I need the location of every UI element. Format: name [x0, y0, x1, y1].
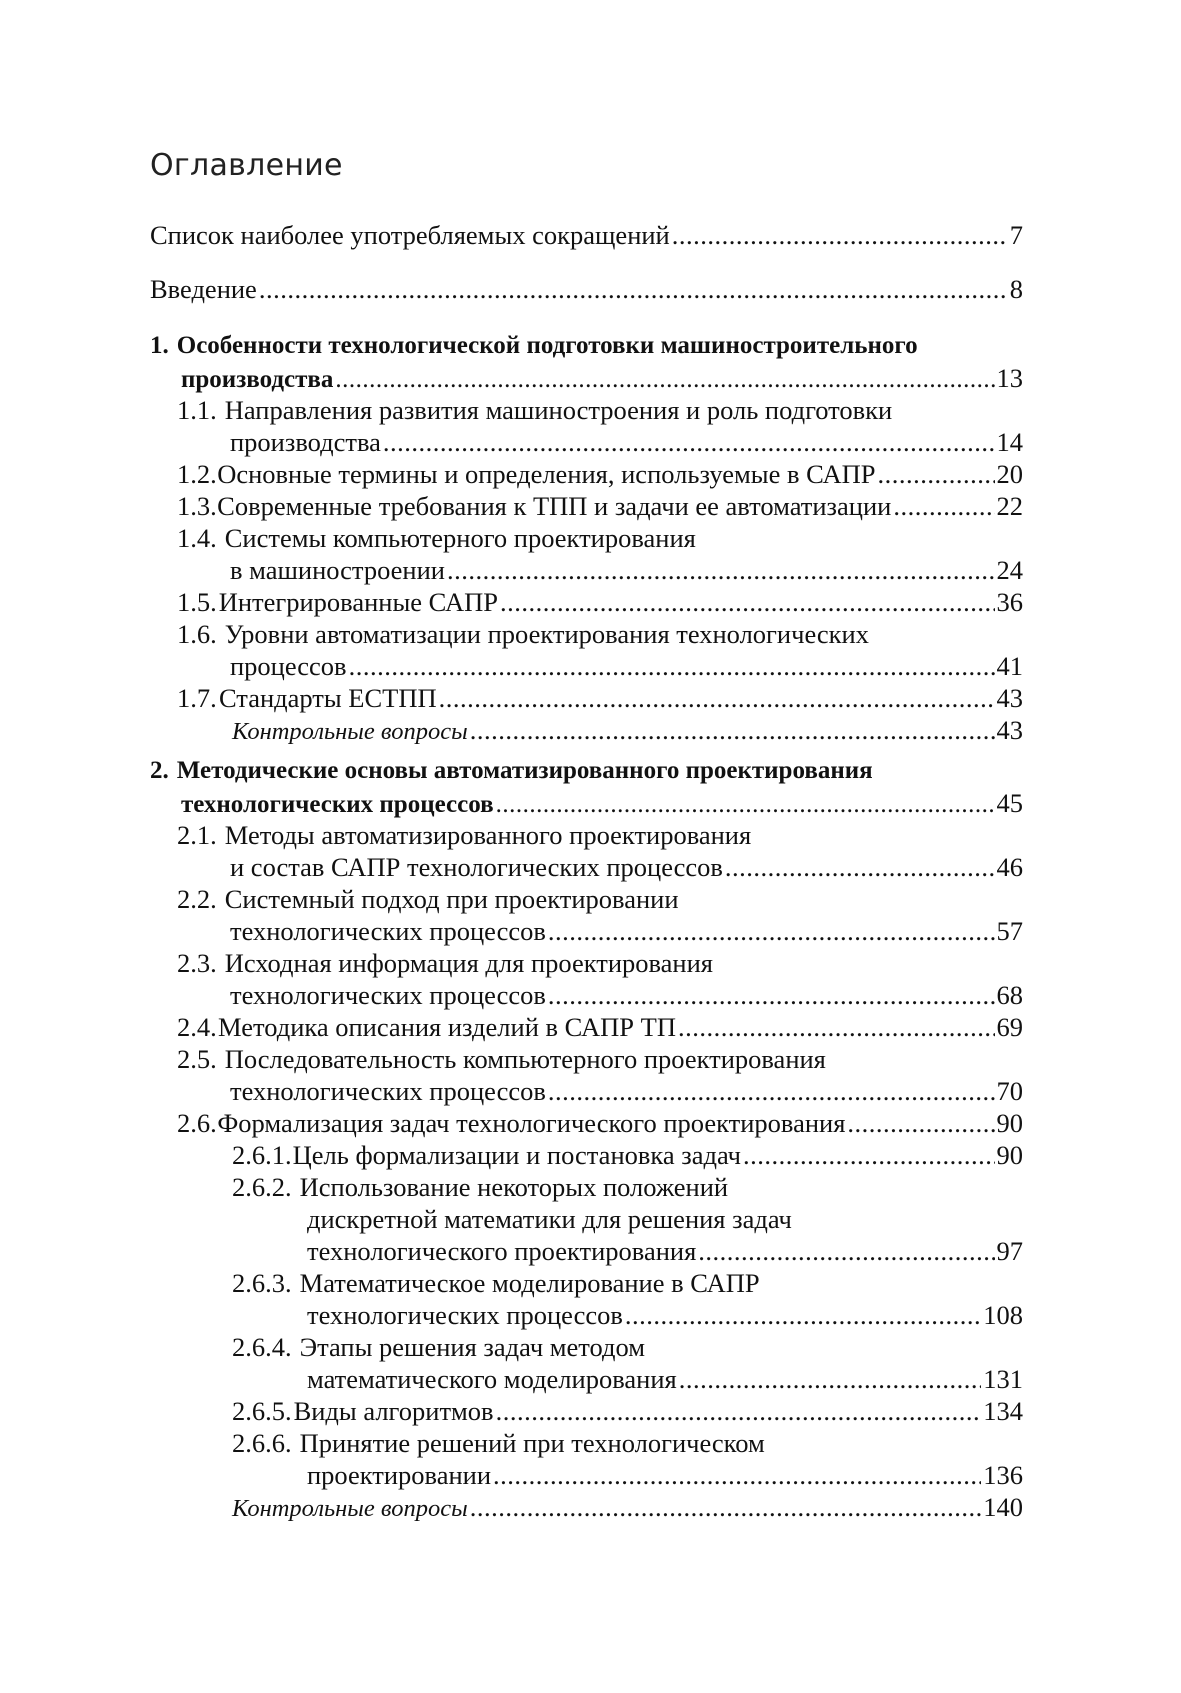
section-title: Основные термины и определения, используемые в САПР [217, 459, 876, 489]
toc-entry-title: Список наиболее употребляемых сокращений [150, 220, 670, 250]
subsection-title-line2: проектировании [307, 1460, 492, 1490]
subsection-title-line2: технологических процессов [307, 1300, 623, 1330]
section-title: Методика описания изделий в САПР ТП [218, 1012, 676, 1042]
page-number: 97 [996, 1236, 1023, 1266]
toc-section-1-3[interactable] [177, 490, 1023, 522]
page-number: 57 [996, 916, 1023, 946]
toc-subsection-2-6-4[interactable] [232, 1331, 645, 1363]
page-number: 22 [996, 491, 1023, 521]
toc-subsection-2-6-5[interactable] [232, 1395, 1023, 1427]
page-number: 46 [996, 852, 1023, 882]
toc-chapter-2-cont[interactable] [181, 787, 1023, 819]
section-number: 1.2. [177, 459, 217, 489]
section-title: Стандарты ЕСТПП [218, 683, 437, 713]
section-number: 2.1. [177, 820, 217, 850]
page-title: Оглавление [150, 148, 343, 183]
section-title-line1: Направления развития машиностроения и роль подготовки [224, 395, 893, 425]
control-questions-title: Контрольные вопросы [232, 718, 468, 745]
toc-subsection-2-6-6[interactable] [232, 1427, 765, 1459]
page-number: 134 [983, 1396, 1023, 1426]
subsection-title: Виды алгоритмов [293, 1396, 494, 1426]
subsection-title-line2: математического моделирования [307, 1364, 677, 1394]
dot-leader [500, 586, 994, 618]
toc-section-2-5[interactable] [177, 1043, 826, 1075]
section-number: 1.1. [177, 395, 217, 425]
subsection-number: 2.6.6. [232, 1428, 292, 1458]
dot-leader [496, 789, 995, 821]
dot-leader [439, 682, 995, 714]
dot-leader [743, 1139, 995, 1171]
page-number: 140 [983, 1492, 1023, 1522]
section-title: Формализация задач технологического проектирования [217, 1108, 846, 1138]
toc-subsection-2-6-4-cont[interactable] [307, 1363, 1023, 1395]
chapter-number: 2. [150, 757, 169, 784]
chapter-title-line2: производства [181, 366, 334, 393]
page-number: 14 [996, 427, 1023, 457]
dot-leader [496, 1395, 982, 1427]
page-number: 20 [996, 459, 1023, 489]
toc-chapter-1-cont[interactable] [181, 362, 1023, 394]
page-number: 24 [996, 555, 1023, 585]
subsection-number: 2.6.3. [232, 1268, 292, 1298]
section-number: 2.6. [177, 1108, 217, 1138]
dot-leader [470, 714, 995, 746]
toc-section-2-6[interactable] [177, 1107, 1023, 1139]
section-title-line2: процессов [230, 651, 347, 681]
dot-leader [847, 1107, 994, 1139]
subsection-title: Цель формализации и постановка задач [292, 1140, 741, 1170]
dot-leader [678, 1011, 995, 1043]
toc-subsection-2-6-2[interactable] [232, 1171, 728, 1203]
section-number: 2.2. [177, 884, 217, 914]
section-title-line2: технологических процессов [230, 980, 546, 1010]
page-number: 68 [996, 980, 1023, 1010]
toc-section-1-6[interactable] [177, 618, 869, 650]
section-title-line1: Методы автоматизированного проектирования [224, 820, 752, 850]
dot-leader [548, 915, 995, 947]
page-number: 108 [983, 1300, 1023, 1330]
toc-subsection-2-6-2-cont[interactable] [307, 1235, 1023, 1267]
page-number: 43 [996, 683, 1023, 713]
dot-leader [679, 1363, 982, 1395]
dot-leader [470, 1491, 982, 1523]
toc-section-2-1-cont[interactable] [230, 851, 1023, 883]
dot-leader [349, 650, 995, 682]
dot-leader [383, 426, 995, 458]
toc-entry-title: Введение [150, 274, 257, 304]
dot-leader [335, 364, 994, 396]
section-title-line2: производства [230, 427, 381, 457]
toc-section-1-6-cont[interactable] [230, 650, 1023, 682]
section-title-line1: Уровни автоматизации проектирования технологических [224, 619, 869, 649]
chapter-title-line1: Методические основы автоматизированного проектирования [176, 757, 873, 784]
toc-section-1-1-cont[interactable] [230, 426, 1023, 458]
toc-section-2-3-cont[interactable] [230, 979, 1023, 1011]
toc-section-2-2[interactable] [177, 883, 679, 915]
dot-leader [447, 554, 995, 586]
toc-entry-abbreviations[interactable] [150, 219, 1023, 251]
subsection-title-line3: технологического проектирования [307, 1236, 697, 1266]
section-number: 2.3. [177, 948, 217, 978]
section-title-line2: в машиностроении [230, 555, 445, 585]
page-number: 90 [996, 1140, 1023, 1170]
section-title-line2: технологических процессов [230, 916, 546, 946]
toc-subsection-2-6-6-cont[interactable] [307, 1459, 1023, 1491]
dot-leader [698, 1235, 994, 1267]
section-number: 1.7. [177, 683, 217, 713]
toc-section-2-4[interactable] [177, 1011, 1023, 1043]
page-number: 43 [996, 715, 1023, 745]
toc-section-1-4[interactable] [177, 522, 696, 554]
section-title-line1: Системный подход при проектировании [224, 884, 679, 914]
page-number: 7 [1009, 220, 1023, 250]
section-title-line2: и состав САПР технологических процессов [230, 852, 723, 882]
subsection-title-line1: Этапы решения задач методом [299, 1332, 646, 1362]
dot-leader [548, 1075, 995, 1107]
toc-section-1-7[interactable] [177, 682, 1023, 714]
dot-leader [725, 851, 995, 883]
subsection-title-line1: Использование некоторых положений [299, 1172, 729, 1202]
toc-section-1-4-cont[interactable] [230, 554, 1023, 586]
dot-leader [878, 458, 995, 490]
page-number: 8 [1009, 274, 1023, 304]
toc-control-questions-1[interactable] [232, 714, 1023, 746]
section-title: Современные требования к ТПП и задачи ее автоматизации [217, 491, 892, 521]
toc-subsection-2-6-2-line2[interactable] [307, 1203, 792, 1235]
dot-leader [893, 490, 994, 522]
dot-leader [672, 219, 1008, 251]
toc-subsection-2-6-3-cont[interactable] [307, 1299, 1023, 1331]
section-number: 1.4. [177, 523, 217, 553]
toc-subsection-2-6-1[interactable] [232, 1139, 1023, 1171]
page-number: 136 [983, 1460, 1023, 1490]
page-number: 70 [996, 1076, 1023, 1106]
toc-entry-introduction[interactable] [150, 273, 1023, 305]
dot-leader [259, 273, 1008, 305]
toc-section-1-2[interactable] [177, 458, 1023, 490]
toc-section-1-1[interactable] [177, 394, 892, 426]
page-number: 36 [996, 587, 1023, 617]
toc-subsection-2-6-3[interactable] [232, 1267, 760, 1299]
chapter-title-line2: технологических процессов [181, 791, 494, 818]
dot-leader [548, 979, 995, 1011]
page-number: 41 [996, 651, 1023, 681]
section-title-line2: технологических процессов [230, 1076, 546, 1106]
subsection-number: 2.6.4. [232, 1332, 292, 1362]
page-number: 13 [996, 363, 1023, 393]
section-number: 1.3. [177, 491, 217, 521]
chapter-title-line1: Особенности технологической подготовки машиностроительного [176, 332, 918, 359]
toc-section-2-3[interactable] [177, 947, 713, 979]
subsection-title-line2: дискретной математики для решения задач [307, 1204, 792, 1234]
section-title: Интегрированные САПР [218, 587, 499, 617]
section-number: 2.5. [177, 1044, 217, 1074]
toc-chapter-2[interactable] [150, 755, 873, 787]
dot-leader [625, 1299, 981, 1331]
subsection-number: 2.6.5. [232, 1396, 292, 1426]
page-number: 45 [996, 788, 1023, 818]
page-number: 69 [996, 1012, 1023, 1042]
toc-chapter-1[interactable] [150, 330, 918, 362]
page-number: 90 [996, 1108, 1023, 1138]
toc-section-2-2-cont[interactable] [230, 915, 1023, 947]
section-title-line1: Последовательность компьютерного проектирования [224, 1044, 826, 1074]
page-number: 131 [983, 1364, 1023, 1394]
subsection-title-line1: Принятие решений при технологическом [299, 1428, 765, 1458]
chapter-number: 1. [150, 332, 169, 359]
control-questions-title: Контрольные вопросы [232, 1495, 468, 1522]
subsection-title-line1: Математическое моделирование в САПР [299, 1268, 760, 1298]
toc-section-2-5-cont[interactable] [230, 1075, 1023, 1107]
subsection-number: 2.6.1. [232, 1140, 292, 1170]
dot-leader [493, 1459, 981, 1491]
subsection-number: 2.6.2. [232, 1172, 292, 1202]
section-number: 1.6. [177, 619, 217, 649]
section-number: 2.4. [177, 1012, 217, 1042]
toc-section-2-1[interactable] [177, 819, 751, 851]
section-number: 1.5. [177, 587, 217, 617]
toc-control-questions-2[interactable] [232, 1491, 1023, 1523]
toc-section-1-5[interactable] [177, 586, 1023, 618]
section-title-line1: Исходная информация для проектирования [224, 948, 713, 978]
section-title-line1: Системы компьютерного проектирования [224, 523, 696, 553]
